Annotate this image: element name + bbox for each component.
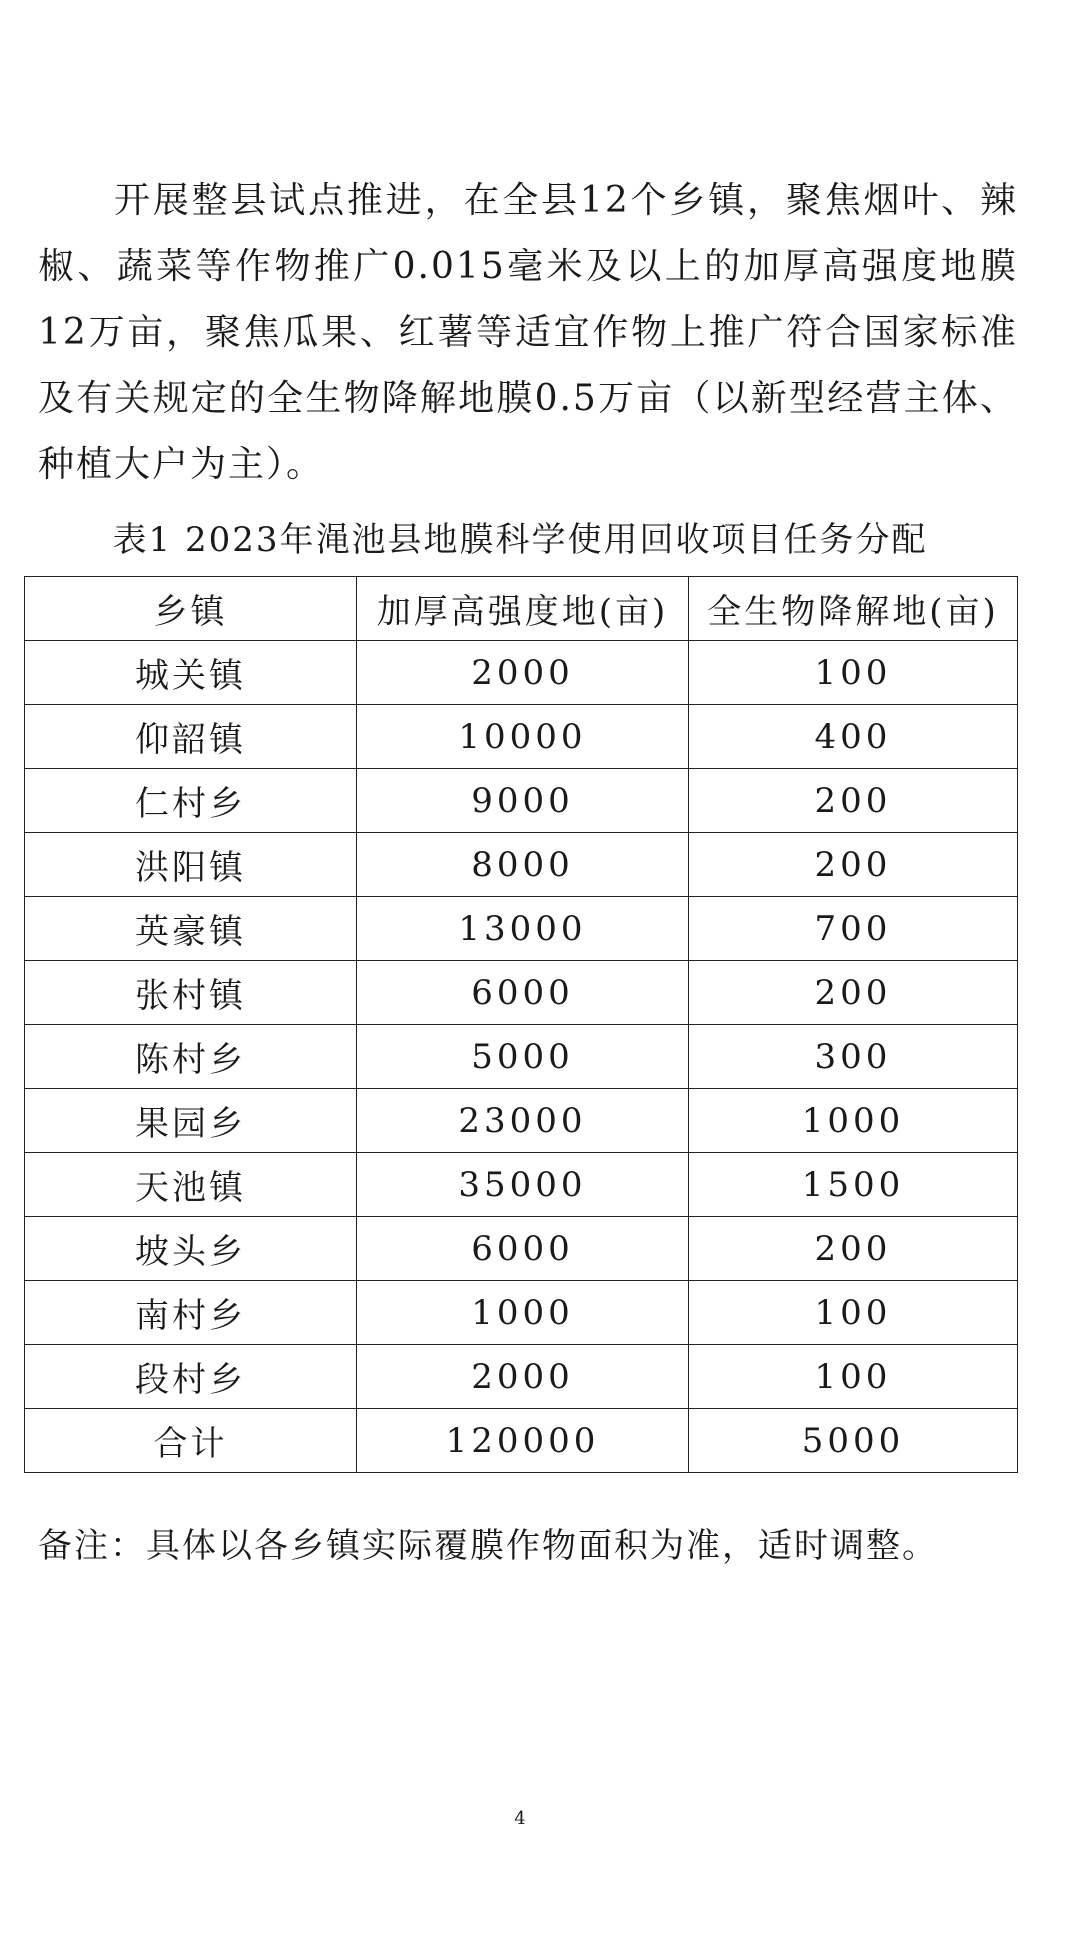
table-row [25,705,1018,769]
page-number: 4 [514,1808,526,1829]
township-cell: 坡头乡 [25,1217,357,1281]
body-paragraph: 开展整县试点推进，在全县12个乡镇，聚焦烟叶、辣椒、蔬菜等作物推广0.015毫米及以上的加厚高强度地膜12万亩，聚焦瓜果、红薯等适宜作物上推广符合国家标准及有关规定的全生物降解地膜0.5万亩（以新型经营主体、种植大户为主）。 [38,180,1018,485]
thick-film-cell: 2000 [357,1345,689,1409]
township-cell: 陈村乡 [25,1025,357,1089]
table-row [25,897,1018,961]
thick-film-cell: 6000 [357,1217,689,1281]
table-row [25,1217,1018,1281]
thick-film-cell: 2000 [357,641,689,705]
biodegradable-cell: 200 [689,1217,1018,1281]
header-biodegradable-film: 全生物降解地(亩) [689,577,1018,641]
table-row [25,1153,1018,1217]
township-cell: 洪阳镇 [25,833,357,897]
township-cell: 果园乡 [25,1089,357,1153]
table-header-row [25,577,1018,641]
table-row [25,833,1018,897]
township-cell: 城关镇 [25,641,357,705]
total-biodegradable-cell: 5000 [689,1409,1018,1473]
table-caption: 表1 2023年渑池县地膜科学使用回收项目任务分配 [112,520,928,560]
table-row [25,961,1018,1025]
table-row [25,641,1018,705]
biodegradable-cell: 100 [689,1281,1018,1345]
biodegradable-cell: 400 [689,705,1018,769]
township-cell: 仁村乡 [25,769,357,833]
township-cell: 张村镇 [25,961,357,1025]
thick-film-cell: 10000 [357,705,689,769]
table-row [25,769,1018,833]
biodegradable-cell: 200 [689,769,1018,833]
table-row [25,1345,1018,1409]
thick-film-cell: 23000 [357,1089,689,1153]
thick-film-cell: 5000 [357,1025,689,1089]
table-row [25,1281,1018,1345]
table-total-row [25,1409,1018,1473]
biodegradable-cell: 100 [689,1345,1018,1409]
township-cell: 南村乡 [25,1281,357,1345]
total-thick-film-cell: 120000 [357,1409,689,1473]
allocation-table [24,576,1018,1473]
thick-film-cell: 8000 [357,833,689,897]
header-thick-film: 加厚高强度地(亩) [357,577,689,641]
township-cell: 段村乡 [25,1345,357,1409]
township-cell: 天池镇 [25,1153,357,1217]
header-township: 乡镇 [25,577,357,641]
thick-film-cell: 6000 [357,961,689,1025]
table-row [25,1089,1018,1153]
table-note: 备注：具体以各乡镇实际覆膜作物面积为准，适时调整。 [38,1526,938,1566]
township-cell: 英豪镇 [25,897,357,961]
thick-film-cell: 13000 [357,897,689,961]
table-row [25,1025,1018,1089]
total-label-cell: 合计 [25,1409,357,1473]
thick-film-cell: 1000 [357,1281,689,1345]
biodegradable-cell: 1500 [689,1153,1018,1217]
biodegradable-cell: 1000 [689,1089,1018,1153]
biodegradable-cell: 100 [689,641,1018,705]
biodegradable-cell: 700 [689,897,1018,961]
township-cell: 仰韶镇 [25,705,357,769]
biodegradable-cell: 300 [689,1025,1018,1089]
thick-film-cell: 35000 [357,1153,689,1217]
thick-film-cell: 9000 [357,769,689,833]
biodegradable-cell: 200 [689,961,1018,1025]
biodegradable-cell: 200 [689,833,1018,897]
